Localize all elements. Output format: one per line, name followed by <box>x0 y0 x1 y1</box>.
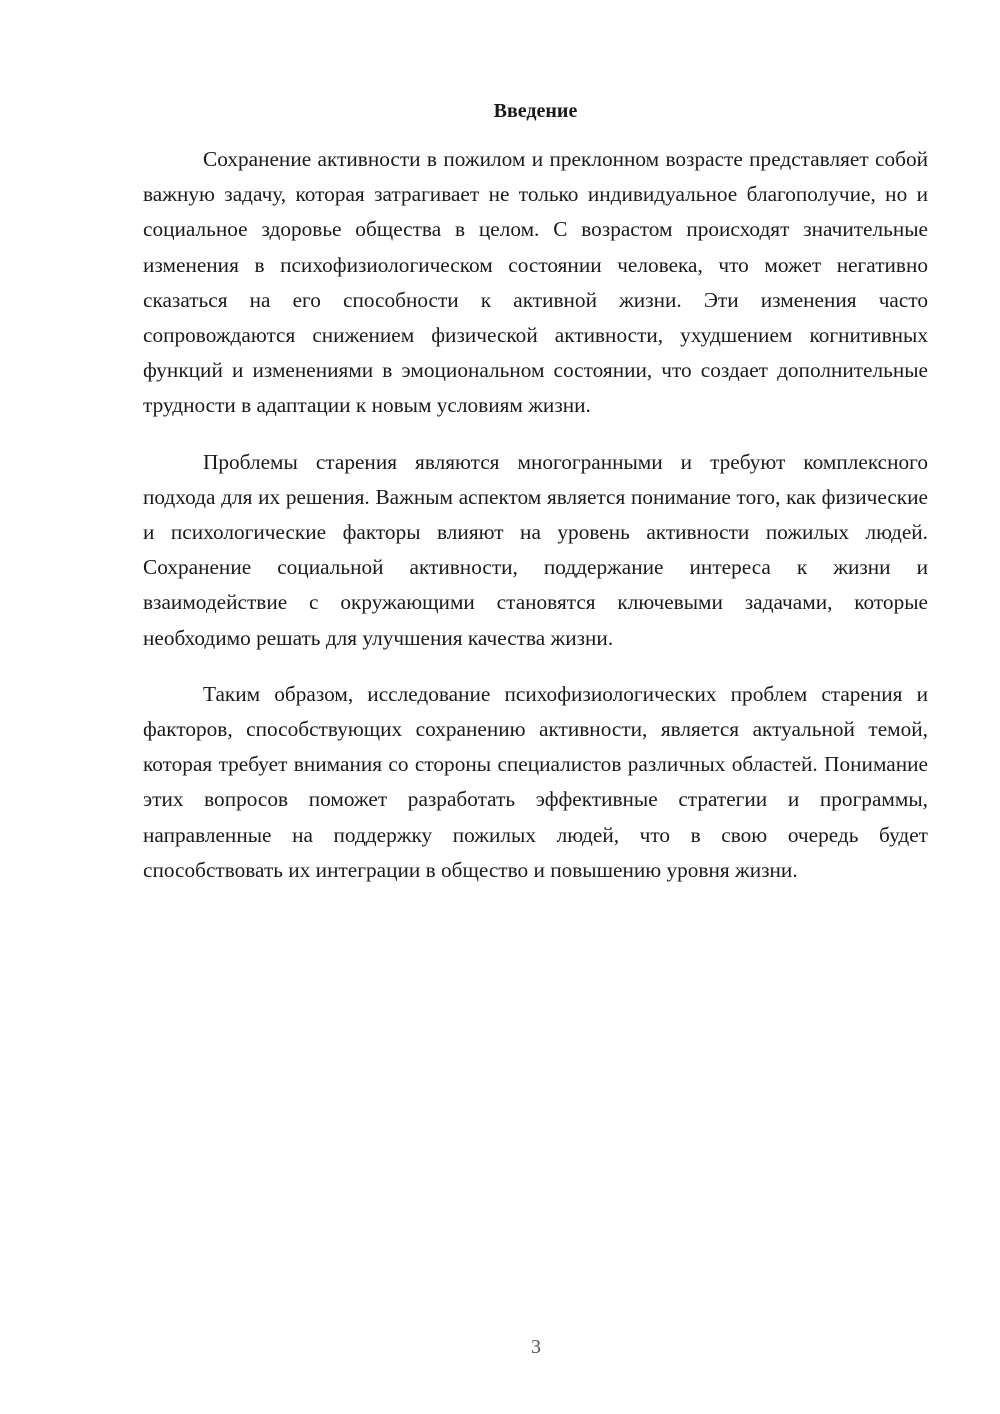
paragraph-2: Проблемы старения являются многогранными и требуют комплексного подхода для их решения. Важным аспектом является понимание того, как физические и психологические факторы влияют на уровень активности пожилых людей. Сохранение социальной активности, поддержание интереса к жизни и взаимодействие с окружающими становятся ключевыми задачами, которые необходимо решать для улучшения качества жизни. <box>143 449 928 650</box>
body-text <box>143 142 928 909</box>
paragraph-3: Таким образом, исследование психофизиологических проблем старения и факторов, способствующих сохранению активности, является актуальной темой, которая требует внимания со стороны специалистов различных областей. Понимание этих вопросов поможет разработать эффективные стратегии и программы, направленные на поддержку пожилых людей, что в свою очередь будет способствовать их интеграции в общество и повышению уровня жизни. <box>143 681 928 882</box>
paragraph-1: Сохранение активности в пожилом и преклонном возрасте представляет собой важную задачу, которая затрагивает не только индивидуальное благополучие, но и социальное здоровье общества в целом. С возрастом происходят значительные изменения в психофизиологическом состоянии человека, что может негативно сказаться на его способности к активной жизни. Эти изменения часто сопровождаются снижением физической активности, ухудшением когнитивных функций и изменениями в эмоциональном состоянии, что создает дополнительные трудности в адаптации к новым условиям жизни. <box>143 147 928 418</box>
section-heading: Введение <box>493 100 578 122</box>
page-number: 3 <box>531 1336 541 1358</box>
